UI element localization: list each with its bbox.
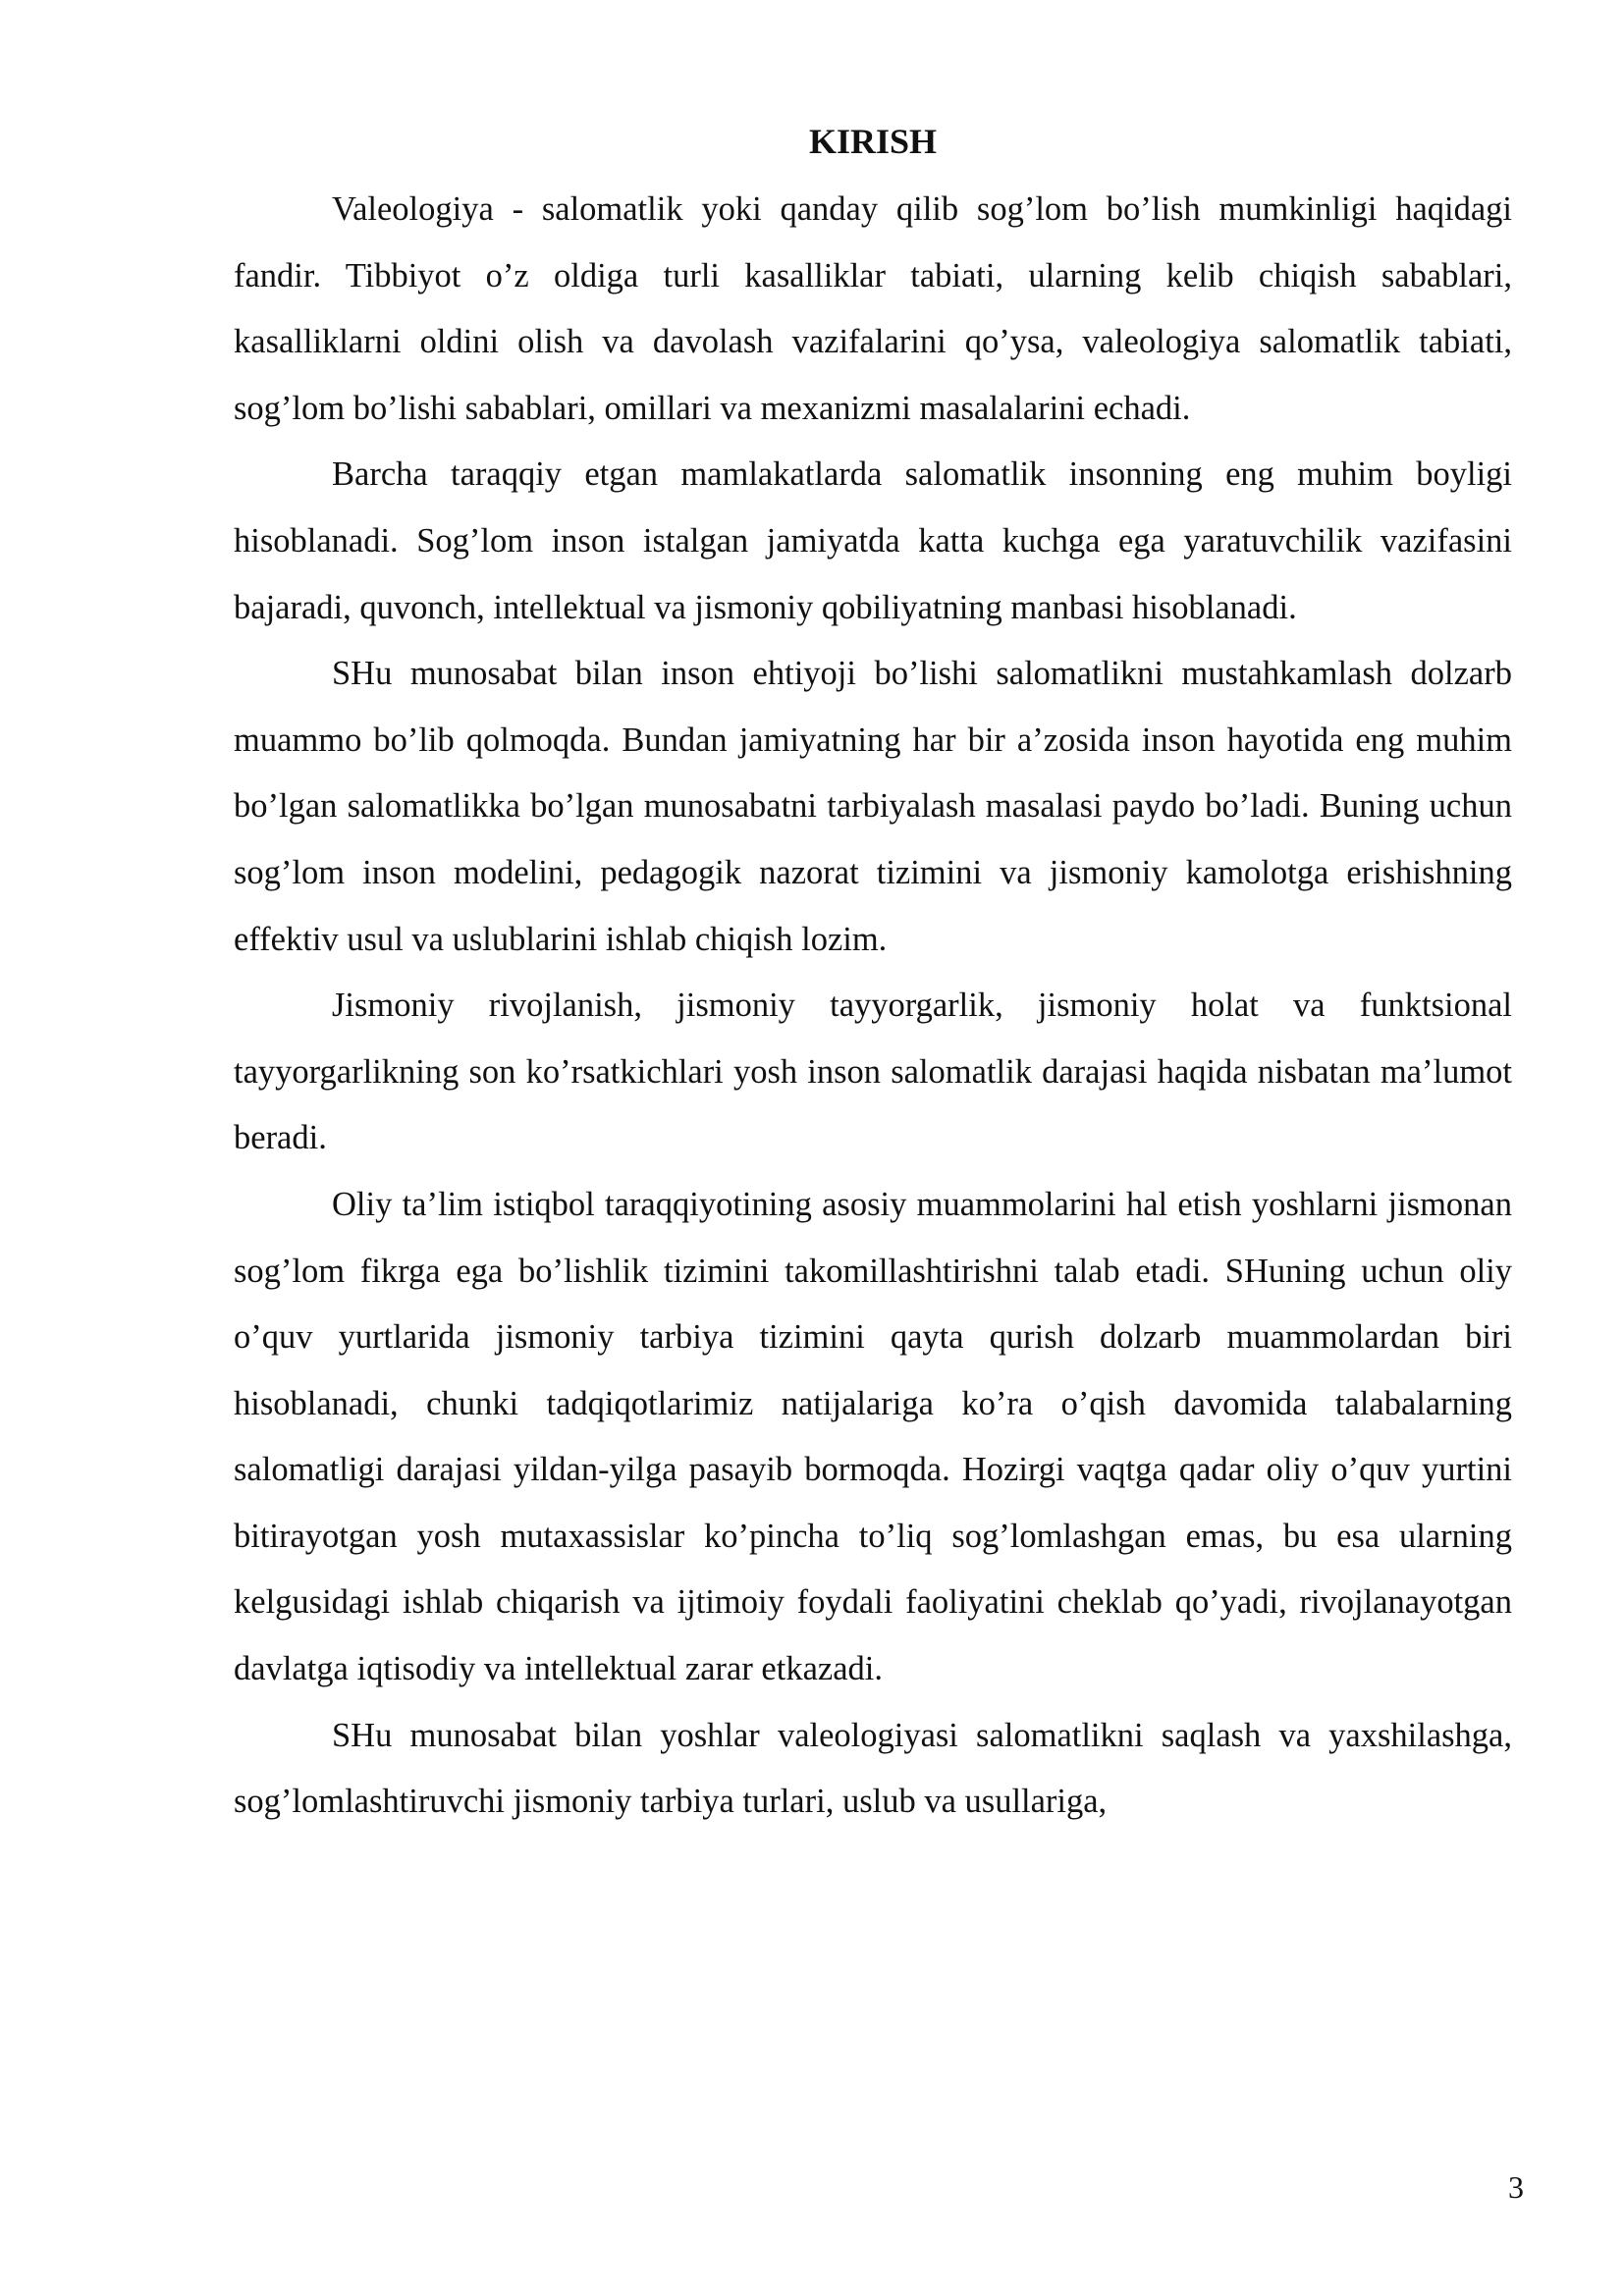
page-content xyxy=(234,114,1512,1836)
paragraph: Barcha taraqqiy etgan mamlakatlarda salomatlik insonning eng muhim boyligi hisoblanadi. Sog’lom inson istalgan jamiyatda katta kuchga ega yaratuvchilik vazifasini bajaradi, quvonch, intellektual va jismoniy qobiliyatning manbasi hisoblanadi. xyxy=(234,455,1512,626)
section-heading: KIRISH xyxy=(808,122,938,161)
paragraph: SHu munosabat bilan yoshlar valeologiyasi salomatlikni saqlash va yaxshilashga, sog’lomlashtiruvchi jismoniy tarbiya turlari, uslub va usullariga, xyxy=(234,1716,1512,1821)
paragraph: Jismoniy rivojlanish, jismoniy tayyorgarlik, jismoniy holat va funktsional tayyorgarlikning son ko’rsatkichlari yosh inson salomatlik darajasi haqida nisbatan ma’lumot beradi. xyxy=(234,987,1512,1157)
page-number: 3 xyxy=(1508,2169,1524,2205)
paragraph: Oliy ta’lim istiqbol taraqqiyotining asosiy muammolarini hal etish yoshlarni jismonan sog’lom fikrga ega bo’lishlik tizimini takomillashtirishni talab etadi. SHuning uchun oliy o’quv yurtlarida jismoniy tarbiya tizimini qayta qurish dolzarb muammolardan biri hisoblanadi, chunki tadqiqotlarimiz natijalariga ko’ra o’qish davomida talabalarning salomatligi darajasi yildan-yilga pasayib bormoqda. Hozirgi vaqtga qadar oliy o’quv yurtini bitirayotgan yosh mutaxassislar ko’pincha to’liq sog’lomlashgan emas, bu esa ularning kelgusidagi ishlab chiqarish va ijtimoiy foydali faoliyatini cheklab qo’yadi, rivojlanayotgan davlatga iqtisodiy va intellektual zarar etkazadi. xyxy=(234,1185,1512,1688)
paragraph: Valeologiya - salomatlik yoki qanday qilib sog’lom bo’lish mumkinligi haqidagi fandir. Tibbiyot o’z oldiga turli kasalliklar tabiati, ularning kelib chiqish sabablari, kasalliklarni oldini olish va davolash vazifalarini qo’ysa, valeologiya salomatlik tabiati, sog’lom bo’lishi sabablari, omillari va mexanizmi masalalarini echadi. xyxy=(234,190,1512,427)
paragraph: SHu munosabat bilan inson ehtiyoji bo’lishi salomatlikni mustahkamlash dolzarb muammo bo’lib qolmoqda. Bundan jamiyatning har bir a’zosida inson hayotida eng muhim bo’lgan salomatlikka bo’lgan munosabatni tarbiyalash masalasi paydo bo’ladi. Buning uchun sog’lom inson modelini, pedagogik nazorat tizimini va jismoniy kamolotga erishishning effektiv usul va uslublarini ishlab chiqish lozim. xyxy=(234,655,1512,958)
